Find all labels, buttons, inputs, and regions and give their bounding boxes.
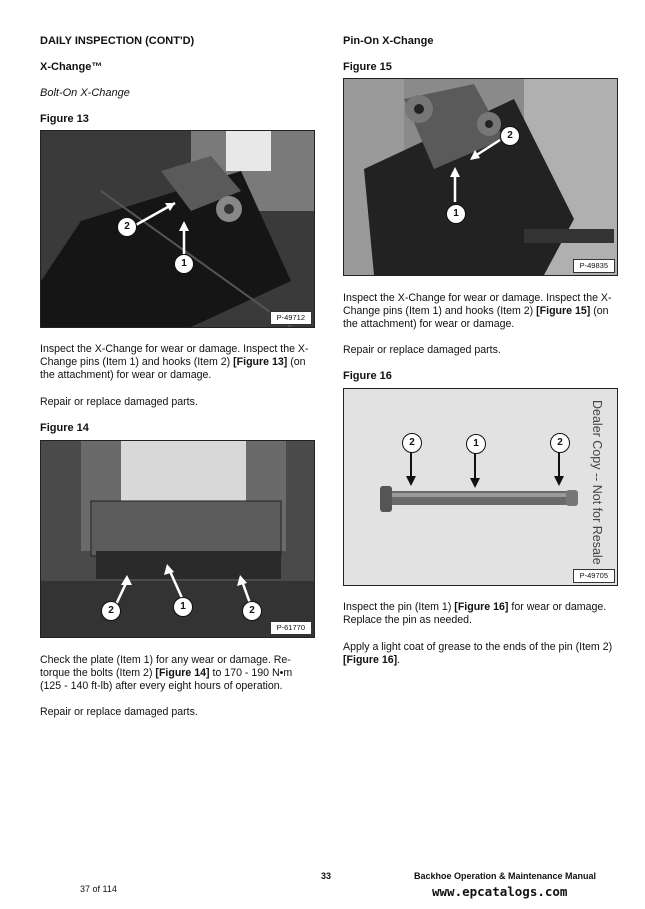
figure-13-callout-1: 1 [174, 254, 194, 274]
figure-13-number: P-49712 [270, 311, 312, 325]
figure-15-reference: [Figure 15] [536, 305, 591, 317]
grease-paragraph: Apply a light coat of grease to the ends of the pin (Item 2) [Figure 16]. [343, 641, 613, 666]
grease-figure-reference: [Figure 16] [343, 654, 398, 666]
figure-14-repair-text: Repair or replace damaged parts. [40, 706, 198, 718]
figure-14-callout-1: 1 [173, 597, 193, 617]
xchange-heading: X-Change™ [40, 61, 103, 73]
figure-13-label: Figure 13 [40, 113, 89, 125]
figure-16-callout-2-right: 2 [550, 433, 570, 453]
bolt-on-heading: Bolt-On X-Change [40, 87, 130, 99]
figure-16-paragraph: Inspect the pin (Item 1) [Figure 16] for wear or damage. Replace the pin as needed. [343, 601, 607, 626]
figure-14-number: P-61770 [270, 621, 312, 635]
figure-13-photo [40, 130, 315, 328]
figure-14-callout-2-right: 2 [242, 601, 262, 621]
figure-13-paragraph: Inspect the X-Change for wear or damage. Inspect the X- Change pins (Item 1) and hooks (Item 2) [Figure 13] (on the attachment) for wear or damage. [40, 343, 309, 381]
figure-13-repair-text: Repair or replace damaged parts. [40, 396, 198, 408]
figure-16-reference: [Figure 16] [454, 601, 509, 613]
page-count: 37 of 114 [80, 884, 117, 894]
figure-14-reference: [Figure 14] [155, 667, 210, 679]
section-heading: DAILY INSPECTION (CONT'D) [40, 35, 195, 47]
figure-13-callout-2: 2 [117, 217, 137, 237]
figure-16-number: P-49705 [573, 569, 615, 583]
website-link[interactable]: www.epcatalogs.com [432, 884, 568, 899]
figure-13-reference: [Figure 13] [233, 356, 288, 368]
figure-14-callout-2-left: 2 [101, 601, 121, 621]
figure-15-callout-1: 1 [446, 204, 466, 224]
pin-on-heading: Pin-On X-Change [343, 35, 434, 47]
figure-16-callout-1: 1 [466, 434, 486, 454]
figure-16-callout-2-left: 2 [402, 433, 422, 453]
figure-14-photo [40, 440, 315, 638]
figure-15-number: P-49835 [573, 259, 615, 273]
figure-14-paragraph: Check the plate (Item 1) for any wear or damage. Re- torque the bolts (Item 2) [Figure 14] to 170 - 190 N•m (125 - 140 ft-lb) after every eight hours of operation. [40, 654, 293, 692]
figure-15-repair-text: Repair or replace damaged parts. [343, 344, 501, 356]
dealer-copy-watermark: Dealer Copy -- Not for Resale [590, 400, 604, 565]
page-number: 33 [321, 871, 332, 881]
figure-15-callout-2: 2 [500, 126, 520, 146]
figure-16-photo [343, 388, 618, 586]
figure-14-label: Figure 14 [40, 422, 89, 434]
figure-15-photo [343, 78, 618, 276]
manual-title: Backhoe Operation & Maintenance Manual [414, 871, 597, 881]
figure-15-label: Figure 15 [343, 61, 392, 73]
figure-15-paragraph: Inspect the X-Change for wear or damage. Inspect the X- Change pins (Item 1) and hooks (Item 2) [Figure 15] (on the attachment) for wear or damage. [343, 292, 612, 330]
figure-16-label: Figure 16 [343, 370, 392, 382]
